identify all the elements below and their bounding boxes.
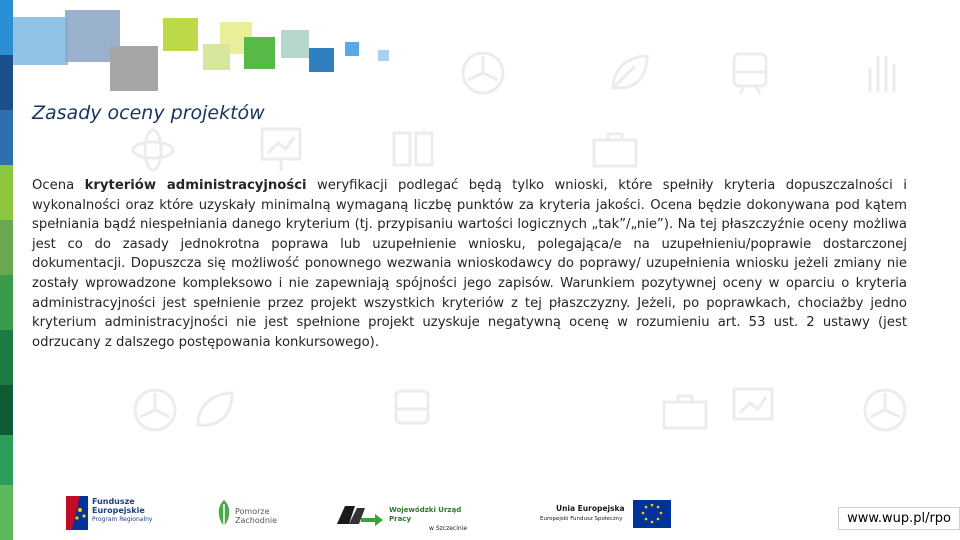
propeller-icon-3	[860, 385, 910, 435]
fe-flag-icon	[66, 496, 88, 530]
briefcase-icon	[590, 130, 640, 170]
paragraph-rest: weryfikacji podlegać będą tylko wnioski, które spełniły kryteria dopuszczalności i wykonalności oraz które uzyskały minimalną wymaganą liczbę punktów za kryteria jakości. Ocena będzie dokonywana pod kątem spełniania bądź niespełniania danego kryterium (tj. przypisaniu wartości logicznych „tak”/„nie”). Na tej płaszczyźnie oceny możliwa jest co do zasady jednokrotna poprawa lub uzupełnienie wniosku, polegająca/e na uzupełnieniu/poprawie dostarczonej dokumentacji. Dopuszcza się możliwość ponownego wezwania wnioskodawcy do poprawy/ uzupełnienia wniosku jeżeli zmiany nie zostały wprowadzone kompleksowo i nie zapewniają spójności jego zapisów. Warunkiem pozytywnej oceny w oparciu o kryteria administracyjności jest spełnienie przez projekt wszystkich kryteriów z tej płaszczyzny. Jeżeli, po poprawkach, chociażby jedno kryterium administracyjności nie jest spełnione projekt uzyskuje negatywną ocenę w rozumieniu art. 53 ust. 2 ustawy (jest odrzucany z dalszego postępowania konkursowego).	[32, 178, 907, 350]
leaf-icon	[605, 48, 655, 98]
wup-line2: w Szczecinie	[429, 525, 468, 532]
logo-wup-szczecin	[335, 500, 485, 530]
propeller-icon	[458, 48, 508, 98]
briefcase-icon-2	[660, 392, 710, 432]
footer-logos	[0, 488, 960, 540]
pomorze-line1: Pomorze	[235, 507, 270, 516]
logo-unia-europejska	[540, 500, 680, 530]
train-icon-2	[390, 385, 434, 435]
paragraph-intro: Ocena	[32, 178, 85, 193]
eu-flag-icon	[633, 500, 671, 528]
leaf-icon-2	[190, 385, 240, 435]
propeller-icon-2	[130, 385, 180, 435]
pomorze-line2: Zachodnie	[235, 516, 278, 525]
slide-body-paragraph	[32, 176, 907, 352]
ue-line1: Unia Europejska	[556, 504, 625, 513]
wup-line1: Wojewódzki Urząd Pracy	[389, 506, 462, 523]
fe-line2: Europejskie	[92, 506, 145, 515]
atom-icon	[128, 125, 178, 175]
hand-icon	[860, 48, 904, 98]
train-icon	[728, 48, 772, 98]
logo-pomorze-zachodnie	[215, 498, 285, 532]
book-icon	[390, 125, 436, 171]
pomorze-leaf-icon	[215, 498, 233, 528]
wup-blocks-icon	[335, 500, 385, 528]
ue-line2: Europejski Fundusz Społeczny	[540, 516, 623, 522]
fe-line1: Fundusze	[92, 497, 135, 506]
chart-board-icon-2	[730, 385, 776, 435]
paragraph-emphasis: kryteriów administracyjności	[84, 178, 307, 193]
fe-line3: Program Regionalny	[92, 516, 153, 523]
chart-board-icon	[258, 125, 304, 175]
logo-fundusze-europejskie	[66, 496, 156, 532]
slide-title: Zasady oceny projektów	[32, 102, 265, 124]
website-link[interactable]: www.wup.pl/rpo	[838, 507, 960, 530]
